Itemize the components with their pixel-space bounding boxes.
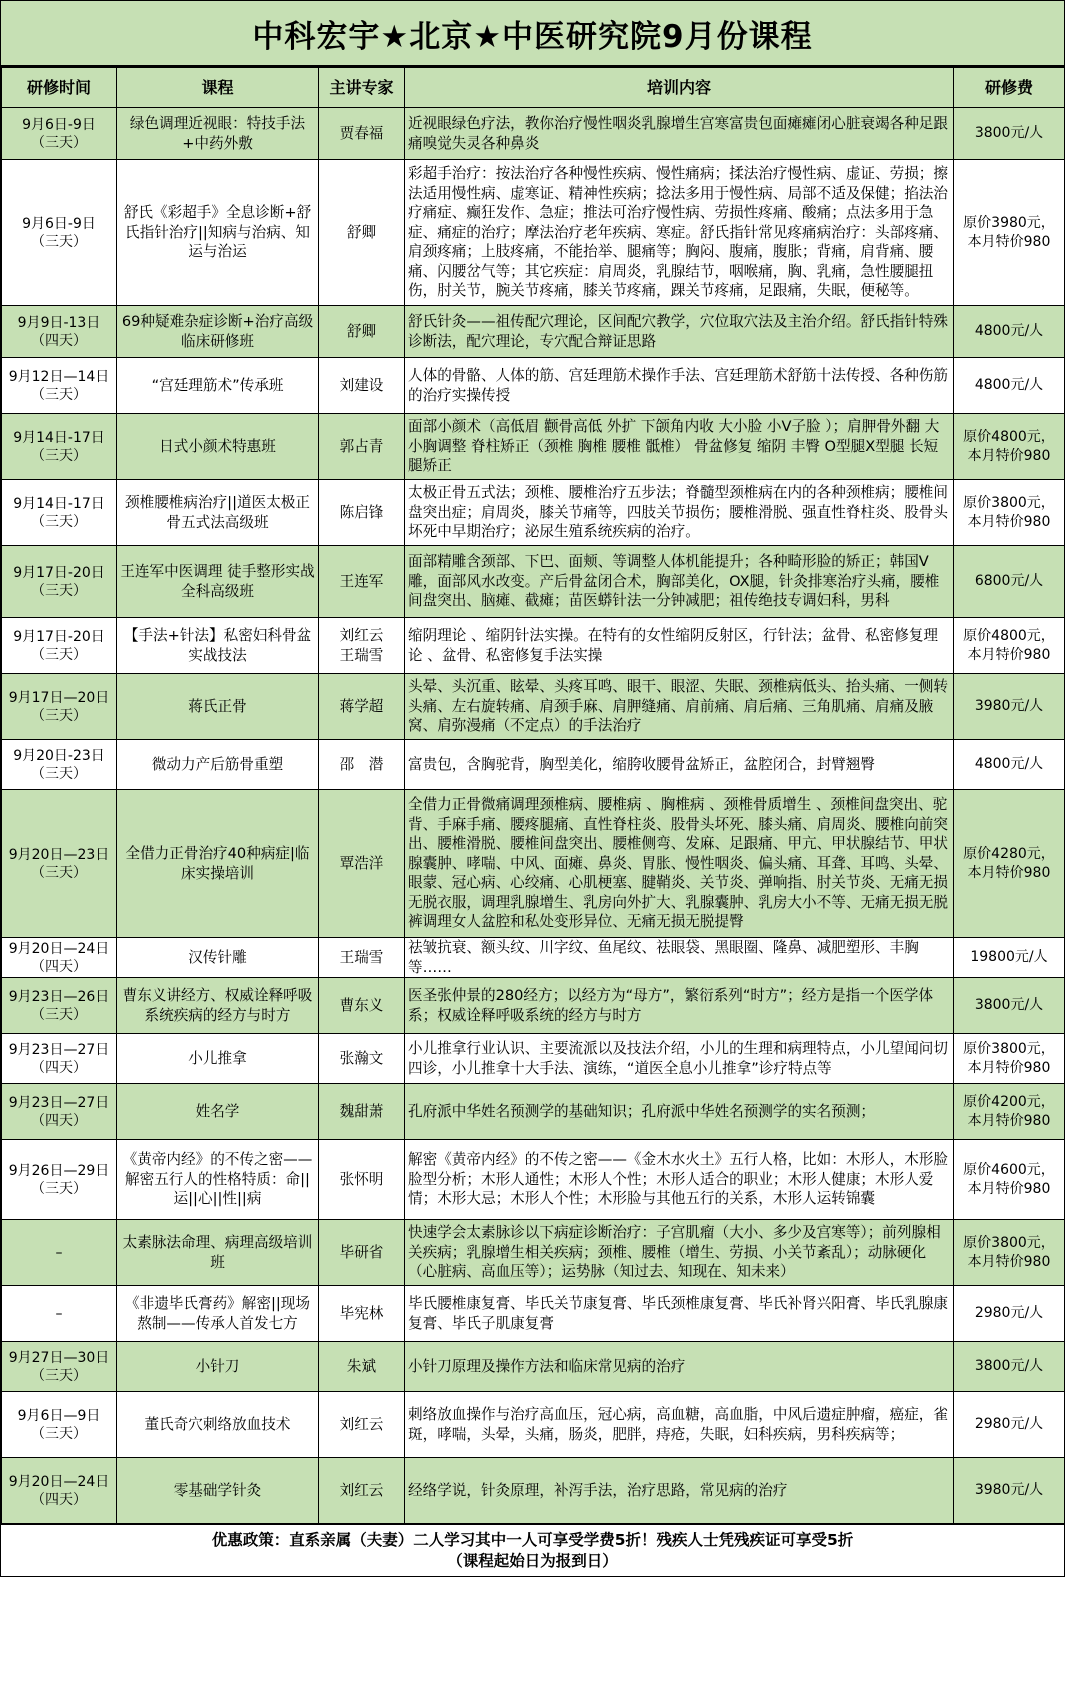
- date-text: 9月17日-20日: [13, 628, 105, 645]
- fee-text: 2980元/人: [974, 1416, 1044, 1433]
- fee-text: 原价3800元，本月特价980: [963, 1040, 1055, 1076]
- table-row: [2, 618, 1065, 674]
- fee-text: 原价3800元，本月特价980: [963, 1234, 1055, 1270]
- expert-text: 刘红云: [339, 1481, 384, 1499]
- days-text: （三天）: [31, 134, 87, 151]
- cell-time: [2, 480, 117, 546]
- content-text: 缩阴理论 、缩阴针法实操。在特有的女性缩阴反射区，行针法；盆骨、私密修复理论 、盆骨、私密修复手法实操: [408, 626, 939, 664]
- cell-expert: [319, 306, 405, 358]
- cell-course: [117, 674, 319, 740]
- course-text: 汉传针雕: [188, 948, 247, 966]
- course-text: 姓名学: [195, 1102, 240, 1120]
- table-row: [2, 1084, 1065, 1140]
- days-text: （三天）: [31, 582, 87, 599]
- cell-content: [405, 618, 954, 674]
- header-expert: 主讲专家: [319, 68, 405, 108]
- expert-text: 王瑞雪: [339, 948, 384, 966]
- expert-text: 魏甜萧: [339, 1102, 384, 1120]
- cell-course: [117, 1458, 319, 1524]
- cell-time: [2, 978, 117, 1034]
- expert-text: 覃浩洋: [339, 854, 384, 872]
- content-text: 小儿推拿行业认识、主要流派以及技法介绍，小儿的生理和病理特点，小儿望闻问切四诊，小儿推拿十大手法、演练，“道医全息小儿推拿”诊疗特点等: [408, 1040, 948, 1077]
- days-text: （三天）: [31, 1180, 87, 1197]
- date-text: 9月20日—24日: [8, 940, 110, 957]
- expert-text: 刘红云 王瑞雪: [339, 626, 384, 664]
- table-row: [2, 790, 1065, 938]
- fee-text: 4800元/人: [974, 377, 1044, 393]
- cell-content: [405, 1286, 954, 1342]
- course-text: 全借力正骨治疗40种病症|临床实操培训: [125, 844, 310, 882]
- course-text: 曹东义讲经方、权威诠释呼吸系统疾病的经方与时方: [122, 987, 313, 1024]
- cell-fee: [954, 480, 1065, 546]
- days-text: （四天）: [31, 1112, 87, 1129]
- content-text: 孔府派中华姓名预测学的基础知识；孔府派中华姓名预测学的实名预测；: [408, 1102, 876, 1120]
- cell-fee: [954, 414, 1065, 480]
- cell-expert: [319, 1084, 405, 1140]
- header-time: 研修时间: [2, 68, 117, 108]
- date-text: 9月17日—20日: [8, 689, 110, 706]
- fee-text: 原价3980元，本月特价980: [963, 214, 1055, 250]
- cell-time: [2, 546, 117, 618]
- cell-fee: [954, 1286, 1065, 1342]
- date-text: 9月23日—26日: [8, 988, 110, 1005]
- cell-course: [117, 1392, 319, 1458]
- expert-text: 舒卿: [346, 223, 377, 241]
- date-text: 9月20日-23日: [13, 747, 105, 764]
- cell-content: [405, 938, 954, 978]
- cell-content: [405, 978, 954, 1034]
- date-text: 9月23日—27日: [8, 1094, 110, 1111]
- cell-content: [405, 1084, 954, 1140]
- expert-text: 邵 潜: [339, 755, 384, 773]
- cell-expert: [319, 790, 405, 938]
- expert-text: 朱斌: [346, 1357, 377, 1375]
- table-row: [2, 306, 1065, 358]
- days-text: （三天）: [31, 1006, 87, 1023]
- cell-time: [2, 1392, 117, 1458]
- days-text: （三天）: [31, 707, 87, 724]
- content-text: 面部小颜术（高低眉 颧骨高低 外扩 下颌角内收 大小脸 小V子脸 ）；肩胛骨外翻 大小胸调整 脊柱矫正（颈椎 胸椎 腰椎 骶椎） 骨盆修复 缩阴 丰臀 O型腿X型腿 长短腿矫正: [408, 418, 940, 475]
- cell-time: [2, 1220, 117, 1286]
- expert-text: 王连军: [339, 572, 384, 590]
- date-text: 9月17日-20日: [13, 564, 105, 581]
- cell-course: [117, 1084, 319, 1140]
- days-text: （三天）: [31, 765, 87, 782]
- date-text: 9月23日—27日: [8, 1041, 110, 1058]
- cell-content: [405, 740, 954, 790]
- cell-course: [117, 938, 319, 978]
- cell-time: [2, 618, 117, 674]
- cell-fee: [954, 674, 1065, 740]
- course-text: 零基础学针灸: [173, 1481, 262, 1499]
- cell-course: [117, 1140, 319, 1220]
- cell-course: [117, 978, 319, 1034]
- expert-text: 毕宪林: [339, 1304, 384, 1322]
- fee-text: 2980元/人: [974, 1305, 1044, 1322]
- fee-text: 原价3800元，本月特价980: [963, 494, 1055, 530]
- cell-course: [117, 1342, 319, 1392]
- content-text: 面部精雕含颈部、下巴、面颊、等调整人体机能提升；各种畸形脸的矫正；韩国V雕，面部风水改变。产后骨盆闭合术，胸部美化，OX腿，针灸排寒治疗头痛，腰椎间盘突出、脑瘫、截瘫；苗医蟒针法一分钟减肥；祖传绝技专调妇科，男科: [408, 553, 940, 610]
- cell-fee: [954, 938, 1065, 978]
- course-table: [1, 67, 1065, 1524]
- table-body: [2, 108, 1065, 1524]
- cell-time: [2, 1342, 117, 1392]
- page-title: 中科宏宇★北京★中医研究院9月份课程: [1, 1, 1064, 67]
- days-text: （三天）: [31, 386, 87, 403]
- days-text: （四天）: [31, 332, 87, 349]
- cell-time: [2, 740, 117, 790]
- expert-text: 刘建设: [339, 376, 384, 394]
- cell-time: [2, 1034, 117, 1084]
- cell-content: [405, 108, 954, 160]
- cell-content: [405, 1140, 954, 1220]
- cell-fee: [954, 978, 1065, 1034]
- expert-text: 郭占青: [339, 437, 384, 455]
- cell-time: [2, 1458, 117, 1524]
- cell-time: [2, 414, 117, 480]
- table-row: [2, 1220, 1065, 1286]
- date-text: 9月6日-9日: [22, 215, 96, 232]
- course-text: 《黄帝内经》的不传之密——解密五行人的性格特质：命||运||心||性||病: [122, 1151, 313, 1208]
- cell-course: [117, 740, 319, 790]
- days-text: （三天）: [31, 646, 87, 663]
- cell-expert: [319, 740, 405, 790]
- days-text: （三天）: [31, 447, 87, 464]
- table-row: [2, 1140, 1065, 1220]
- date-text: 9月12日—14日: [8, 368, 110, 385]
- cell-expert: [319, 1140, 405, 1220]
- cell-expert: [319, 480, 405, 546]
- fee-text: 19800元/人: [970, 949, 1048, 966]
- date-text: 9月14日-17日: [13, 495, 105, 512]
- cell-content: [405, 790, 954, 938]
- cell-fee: [954, 1084, 1065, 1140]
- cell-content: [405, 306, 954, 358]
- content-text: 头晕、头沉重、眩晕、头疼耳鸣、眼干、眼涩、失眠、颈椎病低头、抬头痛、一侧转头痛、左右旋转痛、肩颈手麻、肩胛缝痛、肩前痛、肩后痛、三角肌痛、肩痛及腋窝、肩弥漫痛（不定点）的手法治疗: [408, 678, 948, 735]
- course-text: 【手法+针法】私密妇科骨盆实战技法: [123, 626, 312, 664]
- cell-fee: [954, 306, 1065, 358]
- cell-course: [117, 306, 319, 358]
- days-text: （四天）: [31, 958, 87, 975]
- cell-expert: [319, 1342, 405, 1392]
- fee-text: 3980元/人: [974, 698, 1044, 714]
- date-text: 9月26日—29日: [8, 1162, 110, 1179]
- expert-text: 曹东义: [339, 996, 384, 1014]
- course-text: 日式小颜术特惠班: [159, 437, 276, 455]
- expert-text: 张怀明: [339, 1170, 384, 1188]
- table-row: [2, 1342, 1065, 1392]
- table-row: [2, 938, 1065, 978]
- cell-time: [2, 1084, 117, 1140]
- cell-expert: [319, 674, 405, 740]
- date-text: 9月20日—24日: [8, 1473, 110, 1490]
- date-text: 9月6日-9日: [22, 116, 96, 133]
- content-text: 人体的骨骼、人体的筋、宫廷理筋术操作手法、宫廷理筋术舒筋十法传授、各种伤筋的治疗实操传授: [408, 366, 948, 404]
- cell-fee: [954, 546, 1065, 618]
- cell-fee: [954, 1140, 1065, 1220]
- expert-text: 毕研省: [339, 1243, 384, 1261]
- cell-course: [117, 790, 319, 938]
- fee-text: 原价4200元，本月特价980: [963, 1093, 1055, 1129]
- date-text: 9月14日-17日: [13, 429, 105, 446]
- days-text: （三天）: [31, 233, 87, 250]
- cell-course: [117, 1220, 319, 1286]
- fee-text: 4800元/人: [974, 756, 1044, 772]
- header-fee: 研修费: [954, 68, 1065, 108]
- cell-course: [117, 480, 319, 546]
- cell-fee: [954, 1034, 1065, 1084]
- content-text: 舒氏针灸——祖传配穴理论，区间配穴教学，穴位取穴法及主治介绍。舒氏指针特殊诊断法，配穴理论，专穴配合辩证思路: [408, 312, 948, 350]
- content-text: 近视眼绿色疗法，教你治疗慢性咽炎乳腺增生宫寒富贵包面瘫瘫闭心脏衰竭各种足跟痛嗅觉失灵各种鼻炎: [408, 114, 948, 152]
- course-text: 绿色调理近视眼：特技手法+中药外敷: [129, 114, 306, 152]
- header-course: 课程: [117, 68, 319, 108]
- course-text: 颈椎腰椎病治疗||道医太极正骨五式法高级班: [125, 493, 310, 531]
- cell-fee: [954, 358, 1065, 414]
- course-text: 《非遗毕氏膏药》解密||现场熬制——传承人首发七方: [125, 1295, 310, 1332]
- cell-content: [405, 480, 954, 546]
- cell-content: [405, 1392, 954, 1458]
- fee-text: 原价4600元，本月特价980: [963, 1161, 1055, 1197]
- fee-text: 3800元/人: [974, 997, 1044, 1014]
- cell-expert: [319, 1458, 405, 1524]
- cell-content: [405, 1342, 954, 1392]
- cell-course: [117, 1034, 319, 1084]
- days-text: （四天）: [31, 1059, 87, 1076]
- cell-content: [405, 1220, 954, 1286]
- course-text: 太素脉法命理、病理高级培训班: [122, 1234, 313, 1271]
- date-text: 9月9日-13日: [17, 314, 101, 331]
- content-text: 刺络放血操作与治疗高血压，冠心病，高血糖，高血脂，中风后遗症肿瘤，癌症，雀斑，哮喘，头晕，头痛，肠炎，肥胖，痔疮，失眠，妇科疾病，男科疾病等；: [408, 1406, 948, 1443]
- cell-content: [405, 358, 954, 414]
- cell-content: [405, 160, 954, 306]
- days-text: （三天）: [31, 864, 87, 881]
- table-row: [2, 480, 1065, 546]
- cell-fee: [954, 1342, 1065, 1392]
- course-text: 舒氏《彩超手》全息诊断+舒氏指针治疗||知病与治病、知运与治运: [123, 204, 312, 261]
- cell-time: [2, 1140, 117, 1220]
- cell-content: [405, 546, 954, 618]
- cell-fee: [954, 618, 1065, 674]
- table-row: [2, 1392, 1065, 1458]
- fee-text: 原价4800元，本月特价980: [963, 627, 1055, 663]
- days-text: （四天）: [31, 1491, 87, 1508]
- date-text: –: [55, 1305, 63, 1322]
- expert-text: 舒卿: [346, 322, 377, 340]
- table-row: [2, 108, 1065, 160]
- cell-time: [2, 790, 117, 938]
- cell-course: [117, 414, 319, 480]
- cell-course: [117, 108, 319, 160]
- content-text: 太极正骨五式法；颈椎、腰椎治疗五步法；脊髓型颈椎病在内的各种颈椎病；腰椎间盘突出症；肩周炎，膝关节痛等，四肢关节损伤；腰椎滑脱、强直性脊柱炎、股骨头坏死中早期治疗；泌尿生殖系统疾病的治疗。: [408, 484, 948, 541]
- content-text: 医圣张仲景的280经方；以经方为“母方”，繁衍系列“时方”；经方是指一个医学体系；权威诠释呼吸系统的经方与时方: [408, 987, 934, 1024]
- content-text: 祛皱抗衰、额头纹、川字纹、鱼尾纹、祛眼袋、黑眼圈、隆鼻、减肥塑形、丰胸等……: [408, 939, 919, 976]
- course-text: “宫廷理筋术”传承班: [151, 376, 284, 394]
- cell-expert: [319, 1220, 405, 1286]
- cell-course: [117, 618, 319, 674]
- table-row: [2, 674, 1065, 740]
- table-row: [2, 160, 1065, 306]
- table-row: [2, 1034, 1065, 1084]
- cell-fee: [954, 790, 1065, 938]
- content-text: 快速学会太素脉诊以下病症诊断治疗：子宫肌瘤（大小、多少及宫寒等）；前列腺相关疾病；乳腺增生相关疾病；颈椎、腰椎（增生、劳损、小关节紊乱）；动脉硬化（心脏病、高血压等）；运势脉（知过去、知现在、知未来）: [408, 1224, 941, 1281]
- cell-content: [405, 1034, 954, 1084]
- fee-text: 原价4800元，本月特价980: [963, 428, 1055, 464]
- course-text: 微动力产后筋骨重塑: [151, 755, 284, 773]
- cell-fee: [954, 1392, 1065, 1458]
- course-text: 69种疑难杂症诊断+治疗高级临床研修班: [121, 312, 314, 350]
- fee-text: 3800元/人: [974, 1358, 1044, 1375]
- cell-time: [2, 1286, 117, 1342]
- cell-expert: [319, 1034, 405, 1084]
- content-text: 经络学说，针灸原理，补泻手法，治疗思路，常见病的治疗: [408, 1481, 788, 1499]
- cell-expert: [319, 1392, 405, 1458]
- cell-fee: [954, 740, 1065, 790]
- cell-time: [2, 358, 117, 414]
- cell-time: [2, 108, 117, 160]
- cell-expert: [319, 1286, 405, 1342]
- table-row: [2, 1458, 1065, 1524]
- table-row: [2, 414, 1065, 480]
- cell-time: [2, 938, 117, 978]
- cell-time: [2, 160, 117, 306]
- fee-text: 原价4280元，本月特价980: [963, 845, 1055, 881]
- date-text: –: [55, 1244, 63, 1261]
- table-row: [2, 740, 1065, 790]
- cell-time: [2, 674, 117, 740]
- date-text: 9月27日—30日: [8, 1349, 110, 1366]
- table-header-row: [2, 68, 1065, 108]
- cell-expert: [319, 108, 405, 160]
- cell-expert: [319, 938, 405, 978]
- days-text: （三天）: [31, 513, 87, 530]
- footer-note: （课程起始日为报到日）: [447, 1551, 618, 1570]
- table-row: [2, 358, 1065, 414]
- days-text: （三天）: [31, 1425, 87, 1442]
- fee-text: 3800元/人: [974, 125, 1044, 141]
- cell-course: [117, 358, 319, 414]
- cell-expert: [319, 618, 405, 674]
- course-text: 蒋氏正骨: [188, 697, 247, 715]
- cell-fee: [954, 1458, 1065, 1524]
- content-text: 毕氏腰椎康复膏、毕氏关节康复膏、毕氏颈椎康复膏、毕氏补肾兴阳膏、毕氏乳腺康复膏、毕氏子肌康复膏: [408, 1295, 948, 1332]
- table-row: [2, 978, 1065, 1034]
- fee-text: 6800元/人: [974, 573, 1044, 589]
- cell-expert: [319, 978, 405, 1034]
- header-content: 培训内容: [405, 68, 954, 108]
- cell-content: [405, 414, 954, 480]
- days-text: （三天）: [31, 1367, 87, 1384]
- expert-text: 张瀚文: [339, 1049, 384, 1067]
- fee-text: 4800元/人: [974, 323, 1044, 339]
- content-text: 小针刀原理及操作方法和临床常见病的治疗: [408, 1357, 686, 1375]
- footer-policy-text: 优惠政策：直系亲属（夫妻）二人学习其中一人可享受学费5折！残疾人士凭残疾证可享受5折: [211, 1530, 854, 1549]
- content-text: 富贵包，含胸驼背，胸型美化，缩胯收腰骨盆矫正，盆腔闭合，封臂翘臀: [408, 755, 876, 773]
- course-text: 小儿推拿: [188, 1049, 247, 1067]
- course-text: 小针刀: [195, 1357, 240, 1375]
- cell-time: [2, 306, 117, 358]
- expert-text: 陈启锋: [339, 503, 384, 521]
- cell-course: [117, 160, 319, 306]
- expert-text: 贾春福: [339, 124, 384, 142]
- cell-fee: [954, 160, 1065, 306]
- cell-expert: [319, 160, 405, 306]
- course-text: 董氏奇穴刺络放血技术: [144, 1415, 291, 1433]
- cell-expert: [319, 546, 405, 618]
- cell-expert: [319, 414, 405, 480]
- cell-content: [405, 1458, 954, 1524]
- fee-text: 3980元/人: [974, 1482, 1044, 1499]
- content-text: 解密《黄帝内经》的不传之密——《金木水火土》五行人格，比如：木形人，木形脸脸型分析；木形人通性；木形人个性；木形人适合的职业；木形人健康；木形人爱情；木形大忌；木形人个性；木形脸与其他五行的关系，木形人运转锦囊: [408, 1151, 948, 1208]
- footer-policy: [1, 1524, 1064, 1576]
- expert-text: 蒋学超: [339, 697, 384, 715]
- date-text: 9月6日—9日: [17, 1407, 101, 1424]
- cell-fee: [954, 1220, 1065, 1286]
- cell-expert: [319, 358, 405, 414]
- table-row: [2, 546, 1065, 618]
- date-text: 9月20日—23日: [8, 846, 110, 863]
- expert-text: 刘红云: [339, 1415, 384, 1433]
- content-text: 全借力正骨微痛调理颈椎病、腰椎病 、胸椎病 、颈椎骨质增生 、颈椎间盘突出、驼背、手麻手痛、腰疼腿痛、直性脊柱炎、股骨头坏死、膝头痛、肩周炎、腰椎向前突出、腰椎滑脱、腰椎间盘突出、腰椎侧弯、发麻、足跟痛、甲亢、甲状腺结节、甲状腺囊肿、哮喘、中风、面瘫、鼻炎、胃胀、慢性咽炎、偏头痛、耳聋、耳鸣、头晕、眼蒙、冠心病、心绞痛、心肌梗塞、腱鞘炎、关节炎、弹响指、肘关节炎、无痛无损无脱衣服，调理乳腺增生、乳房向外扩大、乳腺囊肿、乳房大小不等、无痛无损无脱裤调理女人盆腔和私处变形异位、无痛无损无脱提臀: [408, 795, 948, 931]
- cell-course: [117, 1286, 319, 1342]
- cell-fee: [954, 108, 1065, 160]
- course-text: 王连军中医调理 徒手整形实战全科高级班: [120, 562, 315, 600]
- cell-course: [117, 546, 319, 618]
- cell-content: [405, 674, 954, 740]
- table-row: [2, 1286, 1065, 1342]
- content-text: 彩超手治疗：按法治疗各种慢性疾病、慢性痛病；揉法治疗慢性病、虚证、劳损；擦法适用慢性病、虚寒证、精神性疾病；捻法多用于慢性病、局部不适及保健；掐法治疗痛症、癫狂发作、急症；推法可治疗慢性病、劳损性疼痛、酸痛；点法多用于急症、痛症的治疗；摩法治疗老年疾病、寒症。舒氏指针常见疼痛病治疗：头部疼痛、肩颈疼痛；上肢疼痛，不能抬举、腿痛等；胸闷、腹痛，腹胀；背痛，肩背痛、腰痛、闪腰岔气等；其它疾症：肩周炎，乳腺结节，咽喉痛，胸、乳痛，急性腰腿扭伤，肘关节，腕关节疼痛，膝关节疼痛，踝关节疼痛，足跟痛，失眠，便秘等。: [408, 164, 948, 300]
